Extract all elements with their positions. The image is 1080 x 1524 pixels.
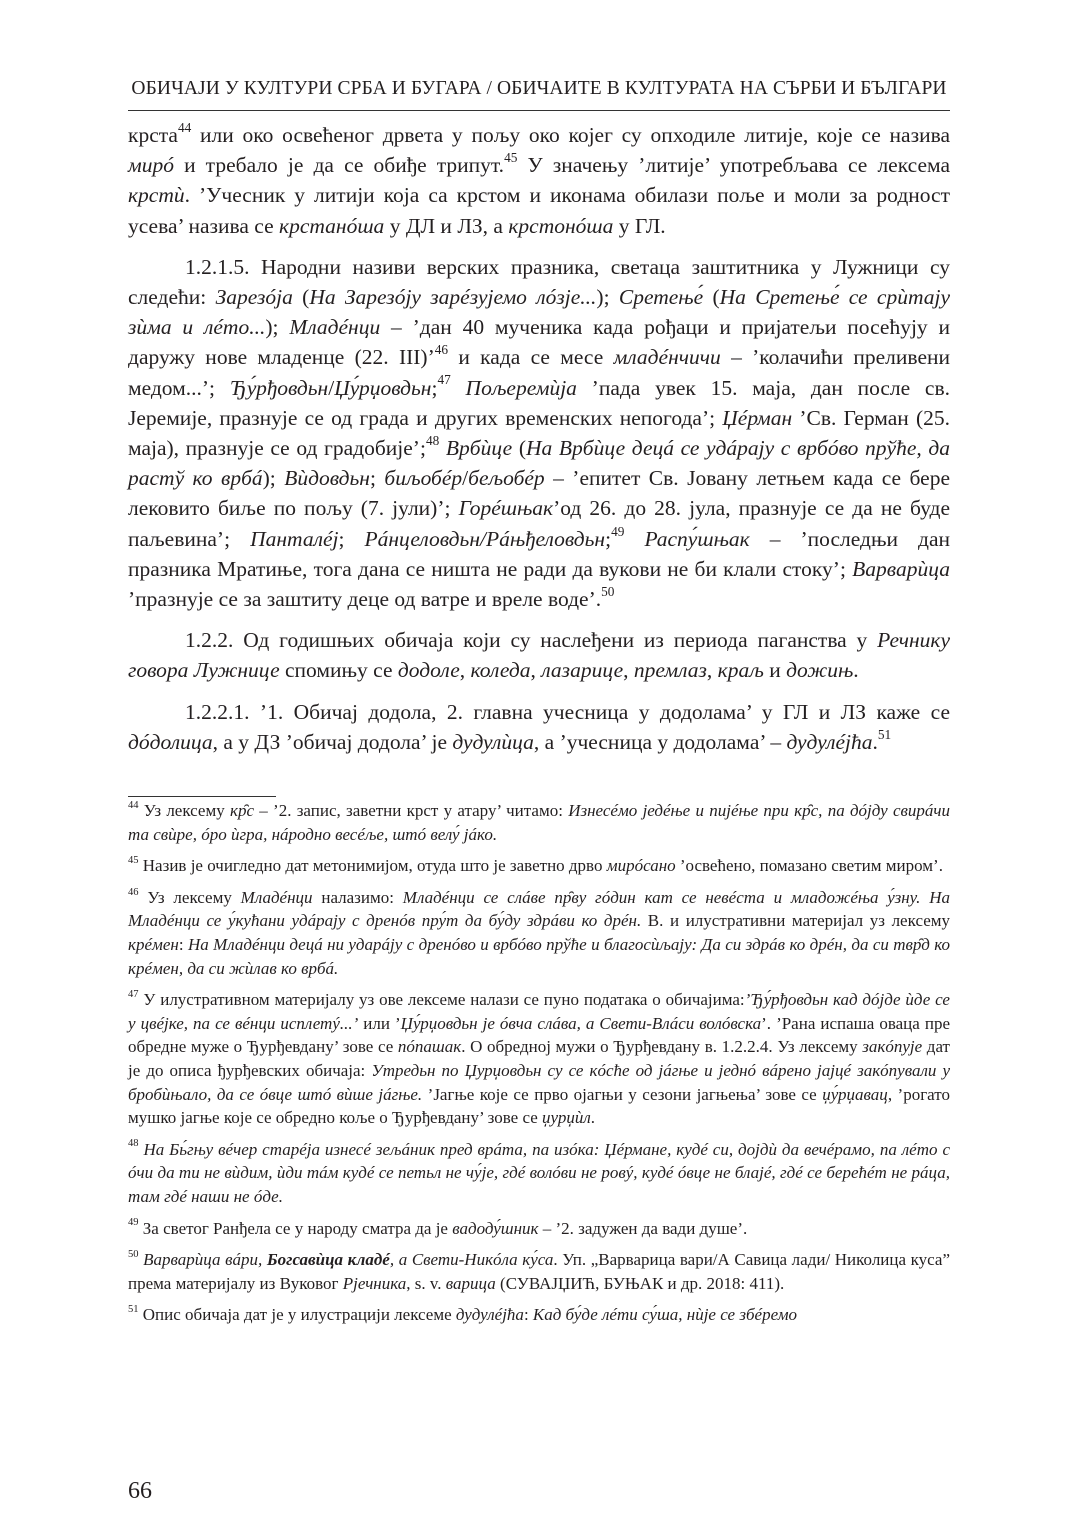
italic-run: На Врбѝце децá се удáрају с врбóво прўће, да растў ко врбá bbox=[128, 436, 951, 491]
italic-run: Кад бу́де лéти су́ша, нѝје се збéремо bbox=[532, 1305, 798, 1325]
italic-run: Рјечника bbox=[342, 1273, 407, 1293]
italic-run: дóдолица bbox=[128, 729, 213, 754]
running-header: ОБИЧАЈИ У КУЛТУРИ СРБА И БУГАРА / ОБИЧАИТЕ В КУЛТУРАТА НА СЪРБИ И БЪЛГАРИ bbox=[131, 78, 947, 99]
italic-run: Панталéј bbox=[250, 526, 339, 551]
footnote-ref: 46 bbox=[434, 342, 449, 358]
footnote-45: $^{45}$ Назив је очигледно дат метонимијом, отуда што је заветно дрво мирóсано ’освећено, помазано светим миром’. bbox=[128, 854, 943, 876]
italic-run: дожињ bbox=[786, 658, 854, 683]
italic-run: Џéрман bbox=[722, 405, 793, 430]
footnote-ref: 44 bbox=[128, 799, 139, 811]
footnote-ref: 46 bbox=[128, 886, 139, 898]
footnote-47: $^{47}$ У илустративном материјалу уз ове лексеме налази се пуно података о обичајима:’Ђу́рђовдьн кад дóјде ѝде се у цвéјке, па се вéнци исплетý...’ или ’Џу́рџовдьн је óвча слáва, а Свети-Влáси волóвска’. ’Рана испаша оваца пре обредне муже о Ђурђевдану’ зове се пóпашак. О обредној мужи о Ђурђевдану в. 1.2.2.4. Уз лексему закóпује дат је до описа ђурђевских обичаја: Утредьн по Џурџовдьн су се кóсће од јáгње и једнó вáрено јајцé закóпували у бробѝњало, да се óвце штó вѝше јáгње. ’Јагње које се прво ојагњи у сезони јагњења’ зове се џу́рџавац, ’рогато мушко јагње које се обредно коље о Ђурђевдану’ зове се џурџѝл. bbox=[128, 988, 950, 1128]
italic-run: пóпашак bbox=[397, 1037, 462, 1057]
footnote-ref: 48 bbox=[425, 432, 440, 448]
footnote-ref: 47 bbox=[128, 988, 139, 1000]
italic-run: варица bbox=[445, 1273, 496, 1293]
italic-run: Рáнцеловдьн/Рáњђеловдьн bbox=[364, 526, 606, 551]
main-text bbox=[128, 120, 950, 768]
italic-run: , а Свети-Никóла ку́са bbox=[389, 1250, 554, 1270]
italic-run: Изнесéмо једéње и пијéње при кр̑с, па дóјду свирáчи та свѝре, óро ѝгра, нáродно весéље, штó велу́ јáко. bbox=[128, 801, 951, 844]
italic-run: џу́рџавац bbox=[822, 1084, 888, 1104]
footnote-ref: 48 bbox=[128, 1138, 139, 1150]
italic-run: бељобéр bbox=[468, 466, 545, 491]
italic-run: закóпује bbox=[862, 1037, 923, 1057]
bold-italic-run: Богсавѝца кладé bbox=[266, 1250, 390, 1270]
italic-run: Утредьн по Џурџовдьн су се кóсће од јáгње и једнó вáрено јајцé закóпували у бробѝњало, да се óвце штó вѝше јáгње. bbox=[128, 1060, 950, 1104]
italic-run: мирó bbox=[128, 153, 174, 178]
italic-run: Ђу́рђовдьн bbox=[229, 375, 329, 400]
italic-run: На Бь́гњу вéчер старéја изнесé зељáник пред врáта, па изóка: Џéрмане, кудé си, дојдѝ да вечéрамо, па лéто с óчи да ти не вѝдим, ѝди тáм кудé се петьл не чу́је, гдé волóви не ровý, кудé óвце не блајé, гдé се берећéт не рáца, там гдé наши не óде. bbox=[128, 1139, 950, 1206]
italic-run: младéнчичи bbox=[613, 345, 721, 370]
footnote-44: $^{44}$ Уз лексему кр̑с – ’2. запис, заветни крст у атару’ читамо: Изнесéмо једéње и пијéње при кр̑с, па дóјду свирáчи та свѝре, óро ѝгра, нáродно весéље, штó велу́ јáко. bbox=[128, 799, 951, 844]
paragraph-1: крста$^{44}$ или око освећеног дрвета у пољу око којег су опходиле литије, које се назива мирó и требало је да се обиђе трипут.$^{45}$ У значењу ’литије’ употребљава се лексема крстѝ. ’Учесник у литији која са крстом и иконама обилази поље и моли за родност усева’ назива се крстанóша у ДЛ и ЛЗ, а крстонóша у ГЛ. bbox=[128, 119, 950, 238]
italic-run: Пољеремѝја bbox=[465, 375, 577, 400]
italic-run: дудулéјћа bbox=[455, 1305, 524, 1325]
footnote-ref: 45 bbox=[504, 150, 518, 166]
italic-run: дудулѝца bbox=[452, 729, 534, 754]
italic-run: Сретење́ bbox=[618, 285, 704, 310]
footnote-ref: 47 bbox=[437, 372, 451, 388]
footnote-51: $^{51}$ Опис обичаја дат је у илустрацији лексеме дудулéјћа: Кад бу́де лéти су́ша, нѝје се збéремо bbox=[128, 1304, 798, 1325]
paragraph-1-2-1-5: 1.2.1.5. Народни називи верских празника, светаца заштитника у Лужници су следећи: Зарезóја (На Зарезóју зарéзујемо лóзје...); Сретење́ (На Сретење́ се срѝтају зѝма и лéто...); Младéнци – ’дан 40 мученика када рођаци и пријатељи посећују и даружу нове младенце (22. III)’$^{46}$ и када се месе младéнчичи – ’колачићи преливени медом...’; Ђу́рђовдьн/Џу́рџовдьн;$^{47}$ Пољеремѝја ’пада увек 15. маја, дан после св. Јеремије, празнује се од града и других временских непогода’; Џéрман ’Св. Герман (25. маја), празнује се од градобије’;$^{48}$ Врбѝце (На Врбѝце децá се удáрају с врбóво прўће, да растў ко врбá); Вѝдовдьн; биљобéр/бељобéр – ’епитет Св. Јовану летњем када се бере лековито биље по пољу (7. јули)’; Горéшњак’од 26. до 28. јула, празнује се да не буде паљевина’; Панталéј; Рáнцеловдьн/Рáњђеловдьн;$^{49}$ Распу́шњак – ’последњи дан празника Мратиње, тога дана се ништа не ради да вукови не би клали стоку’; Варварѝца ’празнује се за заштиту деце од ватре и вреле воде’.$^{50}$ bbox=[128, 254, 951, 612]
italic-run: Врбѝце bbox=[445, 436, 513, 461]
italic-run: дудулéјћа bbox=[786, 729, 873, 754]
italic-run: Младéнци bbox=[240, 887, 313, 907]
footnote-ref: 44 bbox=[177, 119, 192, 135]
italic-run: вадоду́шник bbox=[452, 1218, 539, 1238]
footnotes bbox=[128, 799, 950, 1335]
italic-run: Џу́рџовдьн bbox=[334, 375, 432, 400]
italic-run: крстанóша bbox=[279, 213, 385, 238]
italic-run: Варварѝца вáри, bbox=[143, 1250, 267, 1270]
footnote-ref: 51 bbox=[128, 1304, 139, 1316]
paragraph-1-2-2-1: 1.2.2.1. ’1. Обичај додола, 2. главна учесница у додоламa’ у ГЛ и ЛЗ каже се дóдолица, а у ДЗ ’обичај додола’ је дудулѝца, а ’учесница у додоламa’ – дудулéјћа.$^{51}$ bbox=[128, 699, 950, 754]
footnote-ref: 49 bbox=[128, 1217, 139, 1229]
italic-run: лазарице bbox=[541, 658, 624, 683]
italic-run: Младéнци bbox=[289, 315, 381, 340]
italic-run: Горéшњак bbox=[458, 496, 554, 521]
footnote-ref: 49 bbox=[611, 523, 625, 539]
italic-run: Речнику говора Лужнице bbox=[128, 628, 950, 683]
footnote-ref: 50 bbox=[601, 583, 615, 599]
italic-run: На Сретење́ се срѝтају зѝма и лéто... bbox=[128, 285, 951, 340]
italic-run: ’Ђу́рђовдьн кад дóјде ѝде се у цвéјке, па се вéнци исплетý...’ bbox=[128, 990, 950, 1033]
footnote-50: $^{50}$ Варварѝца вáри, Богсавѝца кладé, а Свети-Никóла ку́са. Уп. „Варварица вари/А Савица лади/ Николица куса” према материјалу из Вуковог Рјечника, s. v. варица (СУВАЈЏИЋ, БУЊАК и др. 2018: 411). bbox=[128, 1248, 951, 1293]
italic-run: краљ bbox=[717, 658, 764, 683]
footnote-49: $^{49}$ За светог Ранђела се у народу сматра да је вадоду́шник – ’2. задужен да вади душе’. bbox=[128, 1217, 748, 1238]
footnote-48 bbox=[128, 1138, 950, 1209]
header-rule bbox=[128, 110, 950, 111]
italic-run: Зарезóја bbox=[215, 285, 293, 310]
italic-run: Младéнци се слáве пр̑ву гóдин кат се невéста и младожéња у́зну. На Младéнци се у́кућани удáрају с дренóв пру́т да бу́ду здрáви ко дрéн. bbox=[128, 887, 950, 931]
footnote-ref: 50 bbox=[128, 1248, 139, 1260]
italic-run: Џу́рџовдьн је óвча слáва, а Свети-Влáси волóвска bbox=[400, 1013, 762, 1033]
italic-run: Вѝдовдьн bbox=[284, 466, 370, 491]
italic-run: биљобéр bbox=[384, 466, 463, 491]
paragraph-1-2-2: 1.2.2. Од годишњих обичаја који су наслеђени из периода паганства у Речнику говора Лужнице спомињу се додоле, коледа, лазарице, премлаз, краљ и дожињ. bbox=[128, 628, 950, 683]
italic-run: Варварѝца bbox=[852, 556, 950, 581]
footnote-ref: 51 bbox=[877, 726, 892, 742]
italic-run: На Младéнци децá ни ударáју с дренóво и врбóво прўће и благосѝљају: Да си здрáв ко дрéн, да си твр̑д ко крéмен, да си жѝлав ко врбá. bbox=[128, 934, 951, 978]
italic-run: Распу́шњак bbox=[644, 526, 750, 551]
italic-run: кр̑с bbox=[230, 801, 255, 820]
italic-run: крстѝ bbox=[128, 183, 185, 208]
italic-run: На Зарезóју зарéзујемо лóзје... bbox=[309, 285, 597, 310]
footnote-46: $^{46}$ Уз лексему Младéнци налазимо: Младéнци се слáве пр̑ву гóдин кат се невéста и младожéња у́зну. На Младéнци се у́кућани удáрају с дренóв пру́т да бу́ду здрáви ко дрéн. В. и илустративни материјал уз лексему крéмен: На Младéнци децá ни ударáју с дренóво и врбóво прўће и благосѝљају: Да си здрáв ко дрéн, да си твр̑д ко крéмен, да си жѝлав ко врбá. bbox=[128, 886, 951, 978]
footnote-rule bbox=[128, 796, 276, 797]
italic-run: крéмен bbox=[128, 934, 179, 954]
page-number: 66 bbox=[128, 1478, 152, 1504]
italic-run: премлаз bbox=[633, 658, 707, 683]
footnote-ref: 45 bbox=[128, 854, 139, 866]
italic-run: коледа bbox=[470, 658, 531, 683]
italic-run: крстонóша bbox=[508, 213, 614, 238]
italic-run: додоле bbox=[397, 658, 460, 683]
italic-run: мирóсано bbox=[606, 856, 676, 876]
italic-run: џурџѝл bbox=[542, 1108, 591, 1128]
